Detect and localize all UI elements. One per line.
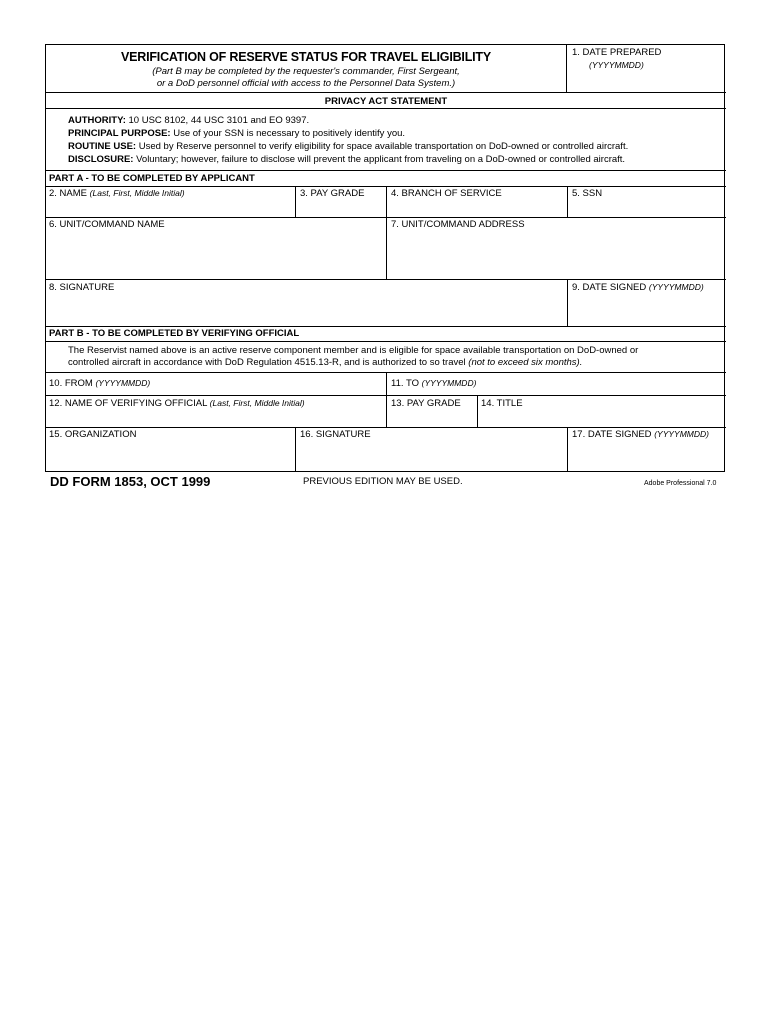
applicant-name-field[interactable] [46,186,295,217]
from-date-field[interactable] [46,372,386,395]
divider [46,92,726,93]
applicant-date-signed-field[interactable] [568,279,725,326]
authority-text: 10 USC 8102, 44 USC 3101 and EO 9397. [125,115,310,126]
from-label: 10. FROM (YYYYMMDD) [49,378,151,389]
official-signature-label: 16. SIGNATURE [300,429,371,440]
part-b-statement [68,345,718,369]
official-title-field[interactable] [478,395,725,427]
disclosure-label: DISCLOSURE: [68,154,134,165]
title-label: 14. TITLE [481,398,523,409]
purpose-label: PRINCIPAL PURPOSE: [68,128,171,139]
privacy-heading: PRIVACY ACT STATEMENT [324,96,448,107]
software-note: Adobe Professional 7.0 [644,480,717,487]
applicant-pay-grade-field[interactable] [296,186,386,217]
date-prepared-format: (YYYYMMDD) [589,60,644,70]
form-container [45,44,725,472]
branch-of-service-field[interactable] [387,186,567,217]
divider [46,108,726,109]
ssn-field[interactable] [568,186,725,217]
signature-label: 8. SIGNATURE [49,282,115,293]
privacy-disclosure [68,154,625,165]
official-name-label: 12. NAME OF VERIFYING OFFICIAL (Last, First, Middle Initial) [49,398,305,409]
official-signature-field[interactable] [296,427,567,472]
privacy-authority [68,115,309,126]
branch-label: 4. BRANCH OF SERVICE [391,188,502,199]
official-date-signed-label: 17. DATE SIGNED (YYYYMMDD) [572,429,709,440]
form-title: VERIFICATION OF RESERVE STATUS FOR TRAVEL ELIGIBILITY [121,50,491,64]
official-pay-grade-label: 13. PAY GRADE [391,398,461,409]
unit-name-field[interactable] [46,217,386,279]
disclosure-text: Voluntary; however, failure to disclose will prevent the applicant from traveling on a DoD-owned or controlled aircraft. [133,154,626,165]
ssn-label: 5. SSN [572,188,603,199]
part-b-text-line2: controlled aircraft in accordance with DoD Regulation 4515.13-R, and is authorized to so travel (not to exceed six months). [68,357,583,368]
part-a-heading: PART A - TO BE COMPLETED BY APPLICANT [49,173,255,184]
date-prepared-label: 1. DATE PREPARED [572,47,662,58]
organization-label: 15. ORGANIZATION [49,429,137,440]
part-b-text-line1: The Reservist named above is an active reserve component member and is eligible for space available transportation on DoD-owned or [68,345,639,356]
routine-text: Used by Reserve personnel to verify eligibility for space available transportation on DoD-owned or controlled aircraft. [136,141,629,152]
unit-name-label: 6. UNIT/COMMAND NAME [49,219,165,230]
unit-address-field[interactable] [387,217,725,279]
to-label: 11. TO (YYYYMMDD) [391,378,477,389]
privacy-routine-use [68,141,628,152]
previous-edition-note: PREVIOUS EDITION MAY BE USED. [303,476,463,487]
divider [46,170,726,171]
pay-grade-label: 3. PAY GRADE [300,188,365,199]
organization-field[interactable] [46,427,295,472]
official-pay-grade-field[interactable] [387,395,477,427]
authority-label: AUTHORITY: [68,115,126,126]
name-label: 2. NAME (Last, First, Middle Initial) [49,188,185,199]
purpose-text: Use of your SSN is necessary to positively identify you. [170,128,406,139]
privacy-purpose [68,128,405,139]
date-signed-label: 9. DATE SIGNED (YYYYMMDD) [572,282,704,293]
form-subtitle-line2: or a DoD personnel official with access to the Personnel Data System.) [156,78,456,89]
divider [46,326,726,327]
official-date-signed-field[interactable] [568,427,725,472]
form-number: DD FORM 1853, OCT 1999 [50,474,211,489]
to-date-field[interactable] [387,372,725,395]
unit-address-label: 7. UNIT/COMMAND ADDRESS [391,219,525,230]
applicant-signature-field[interactable] [46,279,567,326]
date-prepared-field[interactable] [567,45,725,92]
routine-label: ROUTINE USE: [68,141,137,152]
official-name-field[interactable] [46,395,386,427]
form-subtitle-line1: (Part B may be completed by the requester's commander, First Sergeant, [152,66,460,77]
part-b-heading: PART B - TO BE COMPLETED BY VERIFYING OFFICIAL [49,328,300,339]
divider [46,341,726,342]
